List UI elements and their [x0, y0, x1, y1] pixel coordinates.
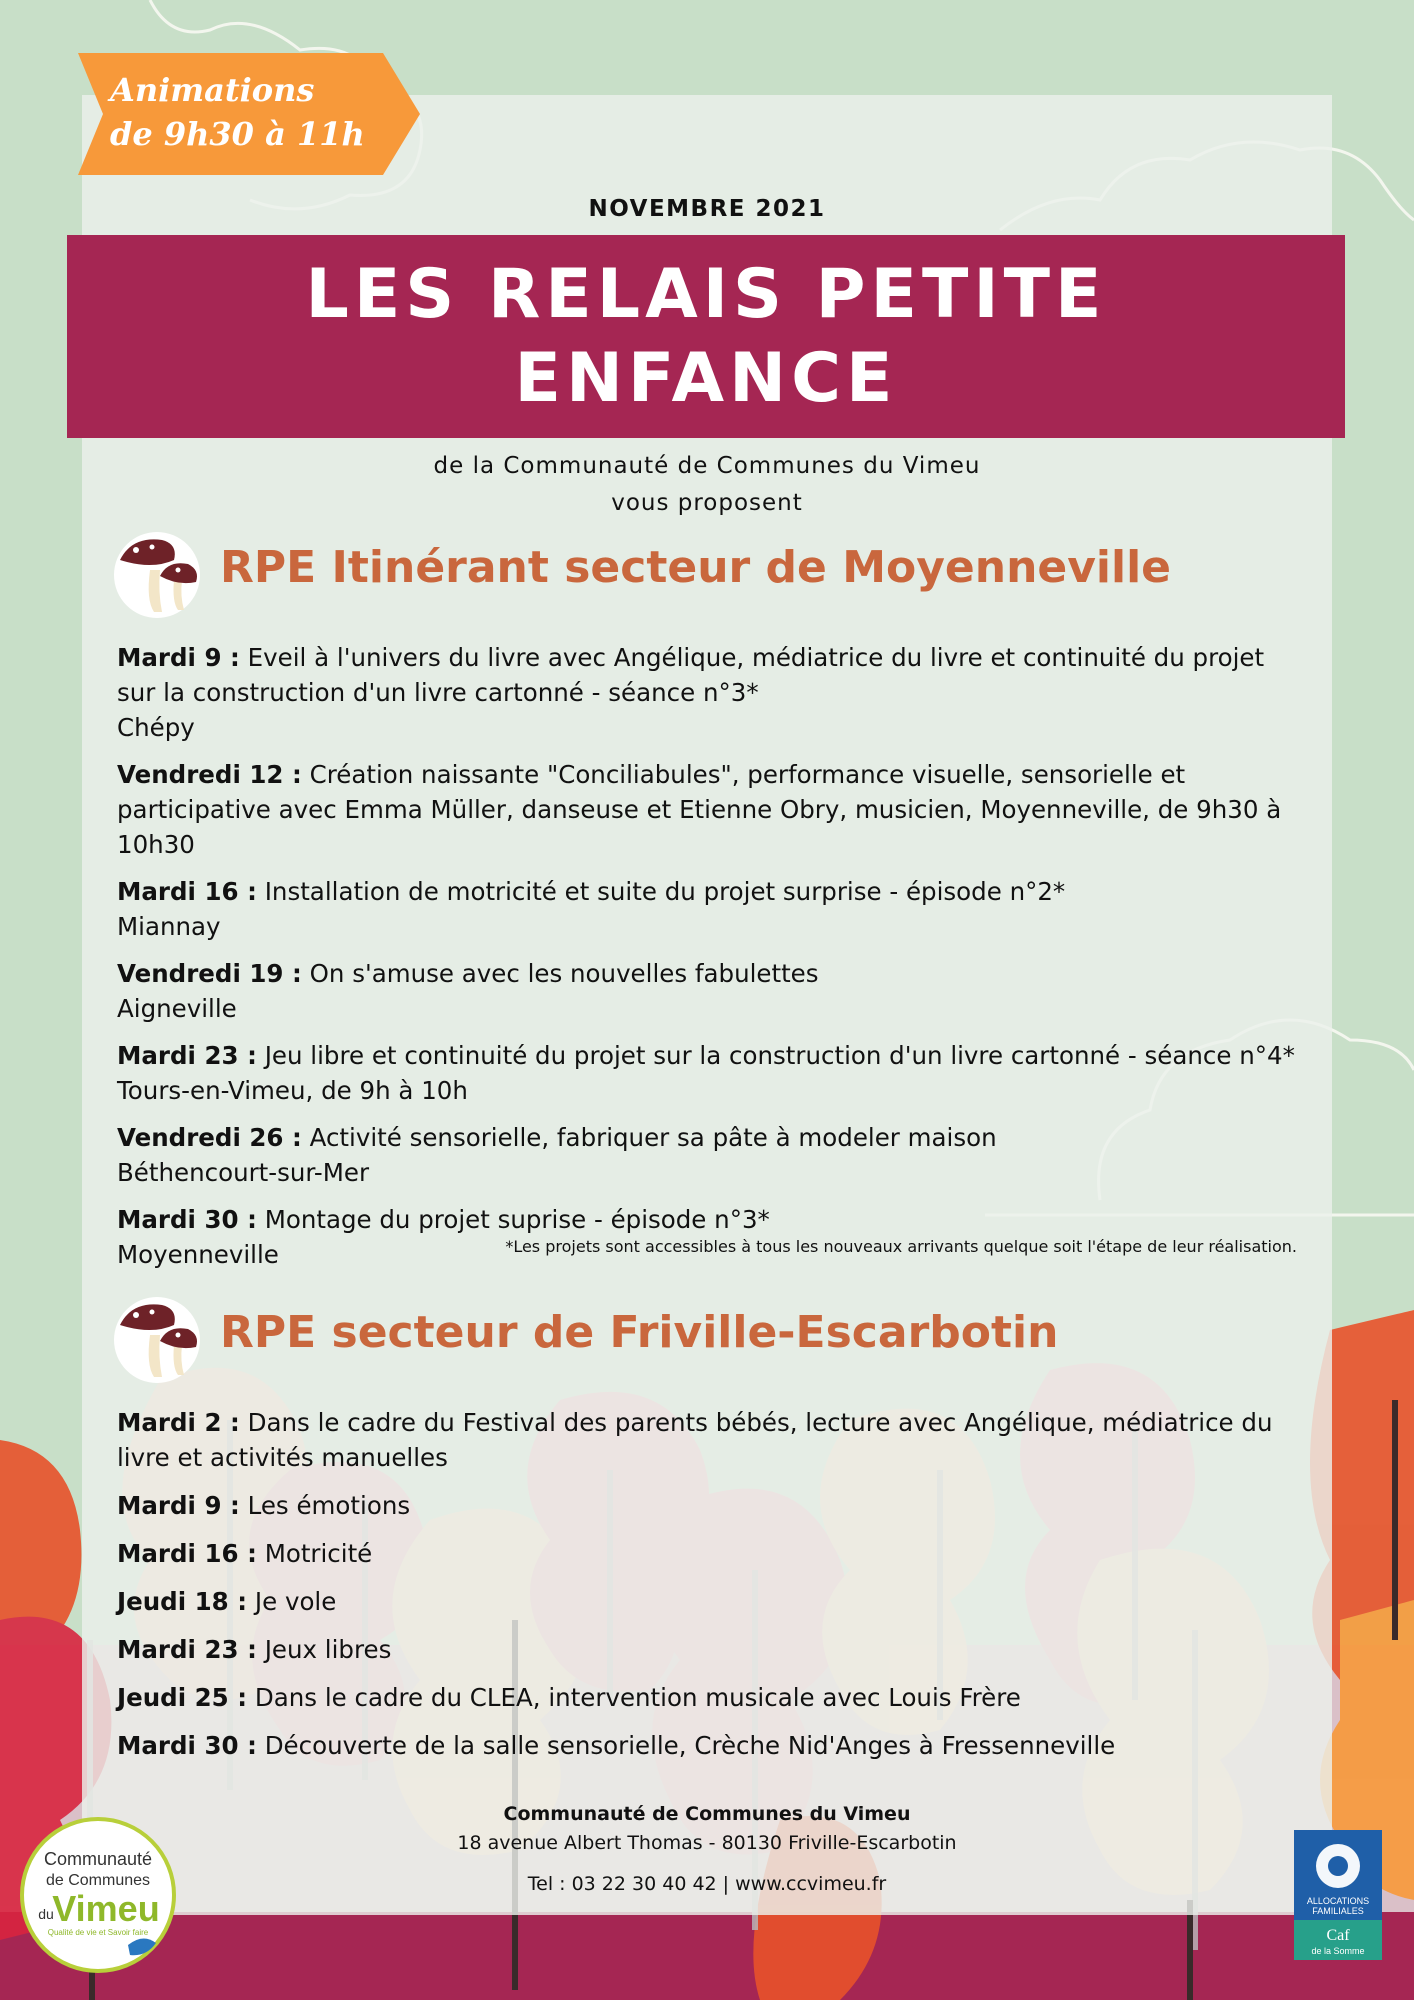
event-item: Mardi 30 : Découverte de la salle sensorielle, Crèche Nid'Anges à Fressenneville — [117, 1731, 1116, 1760]
ccvimeu-logo — [18, 1815, 178, 1975]
section1-header — [112, 530, 1312, 630]
month-label: NOVEMBRE 2021 — [588, 196, 826, 222]
ribbon-line1: Animations — [110, 71, 315, 109]
svg-text:FAMILIALES: FAMILIALES — [1312, 1906, 1364, 1916]
footer-org: Communauté de Communes du Vimeu — [503, 1803, 911, 1825]
title-line1: LES RELAIS PETITE — [305, 255, 1107, 334]
svg-text:Caf: Caf — [1326, 1927, 1350, 1944]
mushroom-icon — [112, 530, 202, 620]
svg-text:Communauté: Communauté — [43, 1849, 153, 1869]
event-item: Vendredi 12 : Création naissante "Conciliabules", performance visuelle, sensorielle et participative avec Emma Müller, danseuse et Etienne Obry, musicien, Moyenneville, de 9h30 à 10h30 — [117, 760, 1282, 859]
event-item: Mardi 16 : Installation de motricité et suite du projet surprise - épisode n°2* Miannay — [117, 877, 1066, 941]
event-item: Jeudi 25 : Dans le cadre du CLEA, intervention musicale avec Louis Frère — [117, 1683, 1021, 1712]
caf-logo — [1294, 1830, 1382, 1960]
title-banner — [67, 235, 1345, 438]
event-item: Mardi 9 : Les émotions — [117, 1491, 411, 1520]
svg-text:de la Somme: de la Somme — [1311, 1946, 1365, 1956]
event-item: Mardi 23 : Jeux libres — [117, 1635, 392, 1664]
svg-text:Qualité de vie et Savoir faire: Qualité de vie et Savoir faire — [47, 1928, 149, 1937]
subtitle-line2: vous proposent — [611, 490, 803, 516]
event-item: Mardi 2 : Dans le cadre du Festival des parents bébés, lecture avec Angélique, médiatrice du livre et activités manuelles — [117, 1408, 1273, 1472]
ribbon-line2: de 9h30 à 11h — [110, 115, 365, 153]
event-item: Vendredi 19 : On s'amuse avec les nouvelles fabulettes Aigneville — [117, 959, 819, 1023]
subtitle — [0, 448, 1414, 522]
event-item: Mardi 16 : Motricité — [117, 1539, 373, 1568]
section1-title: RPE Itinérant secteur de Moyenneville — [220, 542, 1172, 593]
footer-contact-line: Tel : 03 22 30 40 42 | www.ccvimeu.fr — [527, 1873, 887, 1895]
svg-text:du: du — [38, 1906, 54, 1922]
svg-text:de Communes: de Communes — [45, 1872, 151, 1889]
svg-text:ALLOCATIONS: ALLOCATIONS — [1306, 1896, 1370, 1906]
mushroom-icon — [112, 1295, 202, 1385]
event-item: Jeudi 18 : Je vole — [117, 1587, 337, 1616]
ribbon-label — [110, 68, 390, 156]
event-item: Mardi 30 : Montage du projet suprise - épisode n°3* Moyenneville — [117, 1205, 770, 1269]
event-item: Vendredi 26 : Activité sensorielle, fabriquer sa pâte à modeler maison Béthencourt-sur-Mer — [117, 1123, 997, 1187]
section2-title: RPE secteur de Friville-Escarbotin — [220, 1307, 1059, 1358]
section2-events — [117, 1405, 1297, 1776]
footer-address: 18 avenue Albert Thomas - 80130 Friville-Escarbotin — [457, 1832, 957, 1854]
event-item: Mardi 9 : Eveil à l'univers du livre avec Angélique, médiatrice du livre et continuité du projet sur la construction d'un livre cartonné - séance n°3* Chépy — [117, 643, 1265, 742]
svg-text:Vimeu: Vimeu — [52, 1888, 160, 1929]
section1-events — [117, 640, 1297, 1284]
subtitle-line1: de la Communauté de Communes du Vimeu — [433, 453, 981, 479]
footer-contact — [0, 1800, 1414, 1899]
section2-header — [112, 1295, 1312, 1395]
footnote: *Les projets sont accessibles à tous les nouveaux arrivants quelque soit l'étape de leur réalisation. — [505, 1237, 1297, 1256]
event-item: Mardi 23 : Jeu libre et continuité du projet sur la construction d'un livre cartonné - séance n°4* Tours-en-Vimeu, de 9h à 10h — [117, 1041, 1295, 1105]
title-line2: ENFANCE — [514, 339, 898, 418]
